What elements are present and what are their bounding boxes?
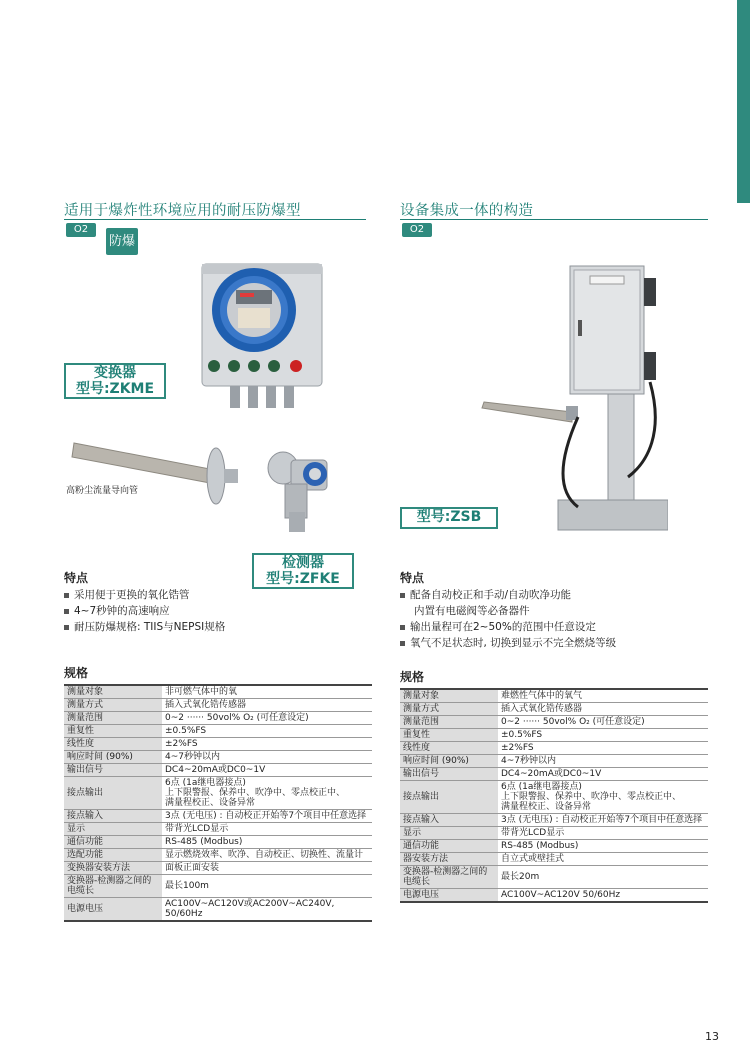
spec-row: [400, 866, 708, 889]
spec-row: [400, 716, 708, 729]
spec-row: [64, 725, 372, 738]
spec-value: 带背光LCD显示: [498, 827, 708, 840]
spec-key: 通信功能: [64, 836, 162, 849]
spec-row: [400, 889, 708, 903]
right-title-rule: [400, 219, 708, 220]
spec-value: 最长100m: [162, 875, 372, 898]
spec-key: 输出信号: [64, 764, 162, 777]
spec-key: 输出信号: [400, 768, 498, 781]
spec-row: [400, 781, 708, 814]
right-section-title: 设备集成一体的构造: [400, 203, 534, 219]
spec-row: [64, 875, 372, 898]
spec-key: 响应时间 (90%): [64, 751, 162, 764]
right-features-title: 特点: [400, 571, 425, 585]
detector-zfke-image: [245, 446, 340, 536]
spec-key: 接点输入: [64, 810, 162, 823]
converter-model-label: 变换器 型号:ZKME: [64, 363, 166, 399]
spec-row: [64, 849, 372, 862]
spec-row: [64, 738, 372, 751]
left-title-rule: [64, 219, 366, 220]
spec-row: [64, 764, 372, 777]
spec-value: ±0.5%FS: [162, 725, 372, 738]
page-number: 13: [705, 1030, 719, 1043]
spec-key: 测量对象: [400, 689, 498, 703]
integrated-unit-zsb-image: [478, 262, 668, 542]
spec-key: 显示: [64, 823, 162, 836]
spec-row: [64, 751, 372, 764]
right-spec-table: [400, 688, 708, 903]
left-spec-table: [64, 684, 372, 922]
spec-row: [64, 836, 372, 849]
converter-zkme-image: [200, 258, 326, 428]
spec-value: 显示燃烧效率、吹净、自动校正、切换性、流量计: [162, 849, 372, 862]
spec-key: 接点输入: [400, 814, 498, 827]
left-spec-title: 规格: [64, 666, 89, 680]
feature-item: 采用便于更换的氧化锆管: [64, 587, 304, 603]
spec-value: 0~2 ······ 50vol% O₂ (可任意设定): [498, 716, 708, 729]
spec-row: [64, 712, 372, 725]
spec-value: ±0.5%FS: [498, 729, 708, 742]
left-features-title: 特点: [64, 571, 89, 585]
spec-value: 插入式氧化锆传感器: [162, 699, 372, 712]
spec-key: 测量范围: [64, 712, 162, 725]
spec-value: RS-485 (Modbus): [498, 840, 708, 853]
probe-tube-image: [66, 435, 241, 510]
spec-value: 6点 (1a继电器接点) 上下限警报、保养中、吹净中、零点校正中、 满量程校正、设备异常: [498, 781, 708, 814]
spec-value: 4~7秒钟以内: [162, 751, 372, 764]
chapter-tab: [737, 0, 750, 203]
spec-row: [400, 742, 708, 755]
spec-key: 重复性: [64, 725, 162, 738]
spec-key: 接点输出: [400, 781, 498, 814]
spec-value: 难燃性气体中的氧气: [498, 689, 708, 703]
spec-value: DC4~20mA或DC0~1V: [498, 768, 708, 781]
spec-row: [64, 685, 372, 699]
spec-value: 自立式或壁挂式: [498, 853, 708, 866]
spec-key: 器安装方法: [400, 853, 498, 866]
spec-value: AC100V~AC120V或AC200V~AC240V, 50/60Hz: [162, 898, 372, 922]
spec-value: 最长20m: [498, 866, 708, 889]
spec-value: 3点 (无电压) : 自动校正开始等7个项目中任意选择: [498, 814, 708, 827]
spec-key: 线性度: [64, 738, 162, 751]
spec-key: 测量方式: [64, 699, 162, 712]
spec-value: DC4~20mA或DC0~1V: [162, 764, 372, 777]
spec-key: 选配功能: [64, 849, 162, 862]
spec-value: 3点 (无电压) : 自动校正开始等7个项目中任意选择: [162, 810, 372, 823]
spec-row: [400, 689, 708, 703]
feature-item: 输出量程可在2~50%的范围中任意设定: [400, 619, 700, 635]
spec-key: 测量方式: [400, 703, 498, 716]
spec-value: RS-485 (Modbus): [162, 836, 372, 849]
spec-value: AC100V~AC120V 50/60Hz: [498, 889, 708, 903]
spec-key: 重复性: [400, 729, 498, 742]
right-spec-title: 规格: [400, 670, 425, 684]
spec-value: ±2%FS: [162, 738, 372, 751]
spec-row: [64, 777, 372, 810]
spec-value: 6点 (1a继电器接点) 上下限警报、保养中、吹净中、零点校正中、 满量程校正、设备异常: [162, 777, 372, 810]
spec-row: [64, 862, 372, 875]
spec-value: 0~2 ······ 50vol% O₂ (可任意设定): [162, 712, 372, 725]
spec-row: [64, 898, 372, 922]
spec-key: 变换器-检测器之间的 电缆长: [64, 875, 162, 898]
spec-value: 带背光LCD显示: [162, 823, 372, 836]
spec-row: [400, 729, 708, 742]
feature-item: 4~7秒钟的高速响应: [64, 603, 304, 619]
spec-row: [64, 699, 372, 712]
spec-key: 测量范围: [400, 716, 498, 729]
spec-value: 面板正面安装: [162, 862, 372, 875]
right-features-list: [400, 587, 700, 651]
probe-caption: 高粉尘流量导向管: [66, 486, 139, 496]
integrated-model-label: 型号:ZSB: [400, 507, 498, 529]
feature-item: 氧气不足状态时, 切换到显示不完全燃烧等级: [400, 635, 700, 651]
spec-row: [400, 703, 708, 716]
spec-value: 插入式氧化锆传感器: [498, 703, 708, 716]
spec-key: 测量对象: [64, 685, 162, 699]
spec-key: 通信功能: [400, 840, 498, 853]
left-features-list: [64, 587, 304, 635]
detector-model-label: 检测器 型号:ZFKE: [252, 553, 354, 589]
spec-value: ±2%FS: [498, 742, 708, 755]
spec-row: [400, 827, 708, 840]
feature-item: 配备自动校正和手动/自动吹净功能 内置有电磁阀等必备器件: [400, 587, 700, 619]
spec-row: [400, 755, 708, 768]
spec-key: 电源电压: [400, 889, 498, 903]
spec-key: 电源电压: [64, 898, 162, 922]
spec-key: 接点输出: [64, 777, 162, 810]
spec-value: 非可燃气体中的氧: [162, 685, 372, 699]
spec-row: [64, 810, 372, 823]
spec-row: [400, 814, 708, 827]
spec-row: [400, 840, 708, 853]
spec-row: [64, 823, 372, 836]
spec-value: 4~7秒钟以内: [498, 755, 708, 768]
o2-badge: O2: [66, 223, 96, 237]
spec-key: 响应时间 (90%): [400, 755, 498, 768]
explosion-proof-badge: 防爆: [106, 228, 138, 255]
spec-row: [400, 768, 708, 781]
feature-item: 耐压防爆规格: TIIS与NEPSI规格: [64, 619, 304, 635]
spec-key: 变换器-检测器之间的 电缆长: [400, 866, 498, 889]
o2-badge: O2: [402, 223, 432, 237]
spec-key: 显示: [400, 827, 498, 840]
spec-row: [400, 853, 708, 866]
spec-key: 变换器安装方法: [64, 862, 162, 875]
spec-key: 线性度: [400, 742, 498, 755]
left-section-title: 适用于爆炸性环境应用的耐压防爆型: [64, 203, 301, 219]
